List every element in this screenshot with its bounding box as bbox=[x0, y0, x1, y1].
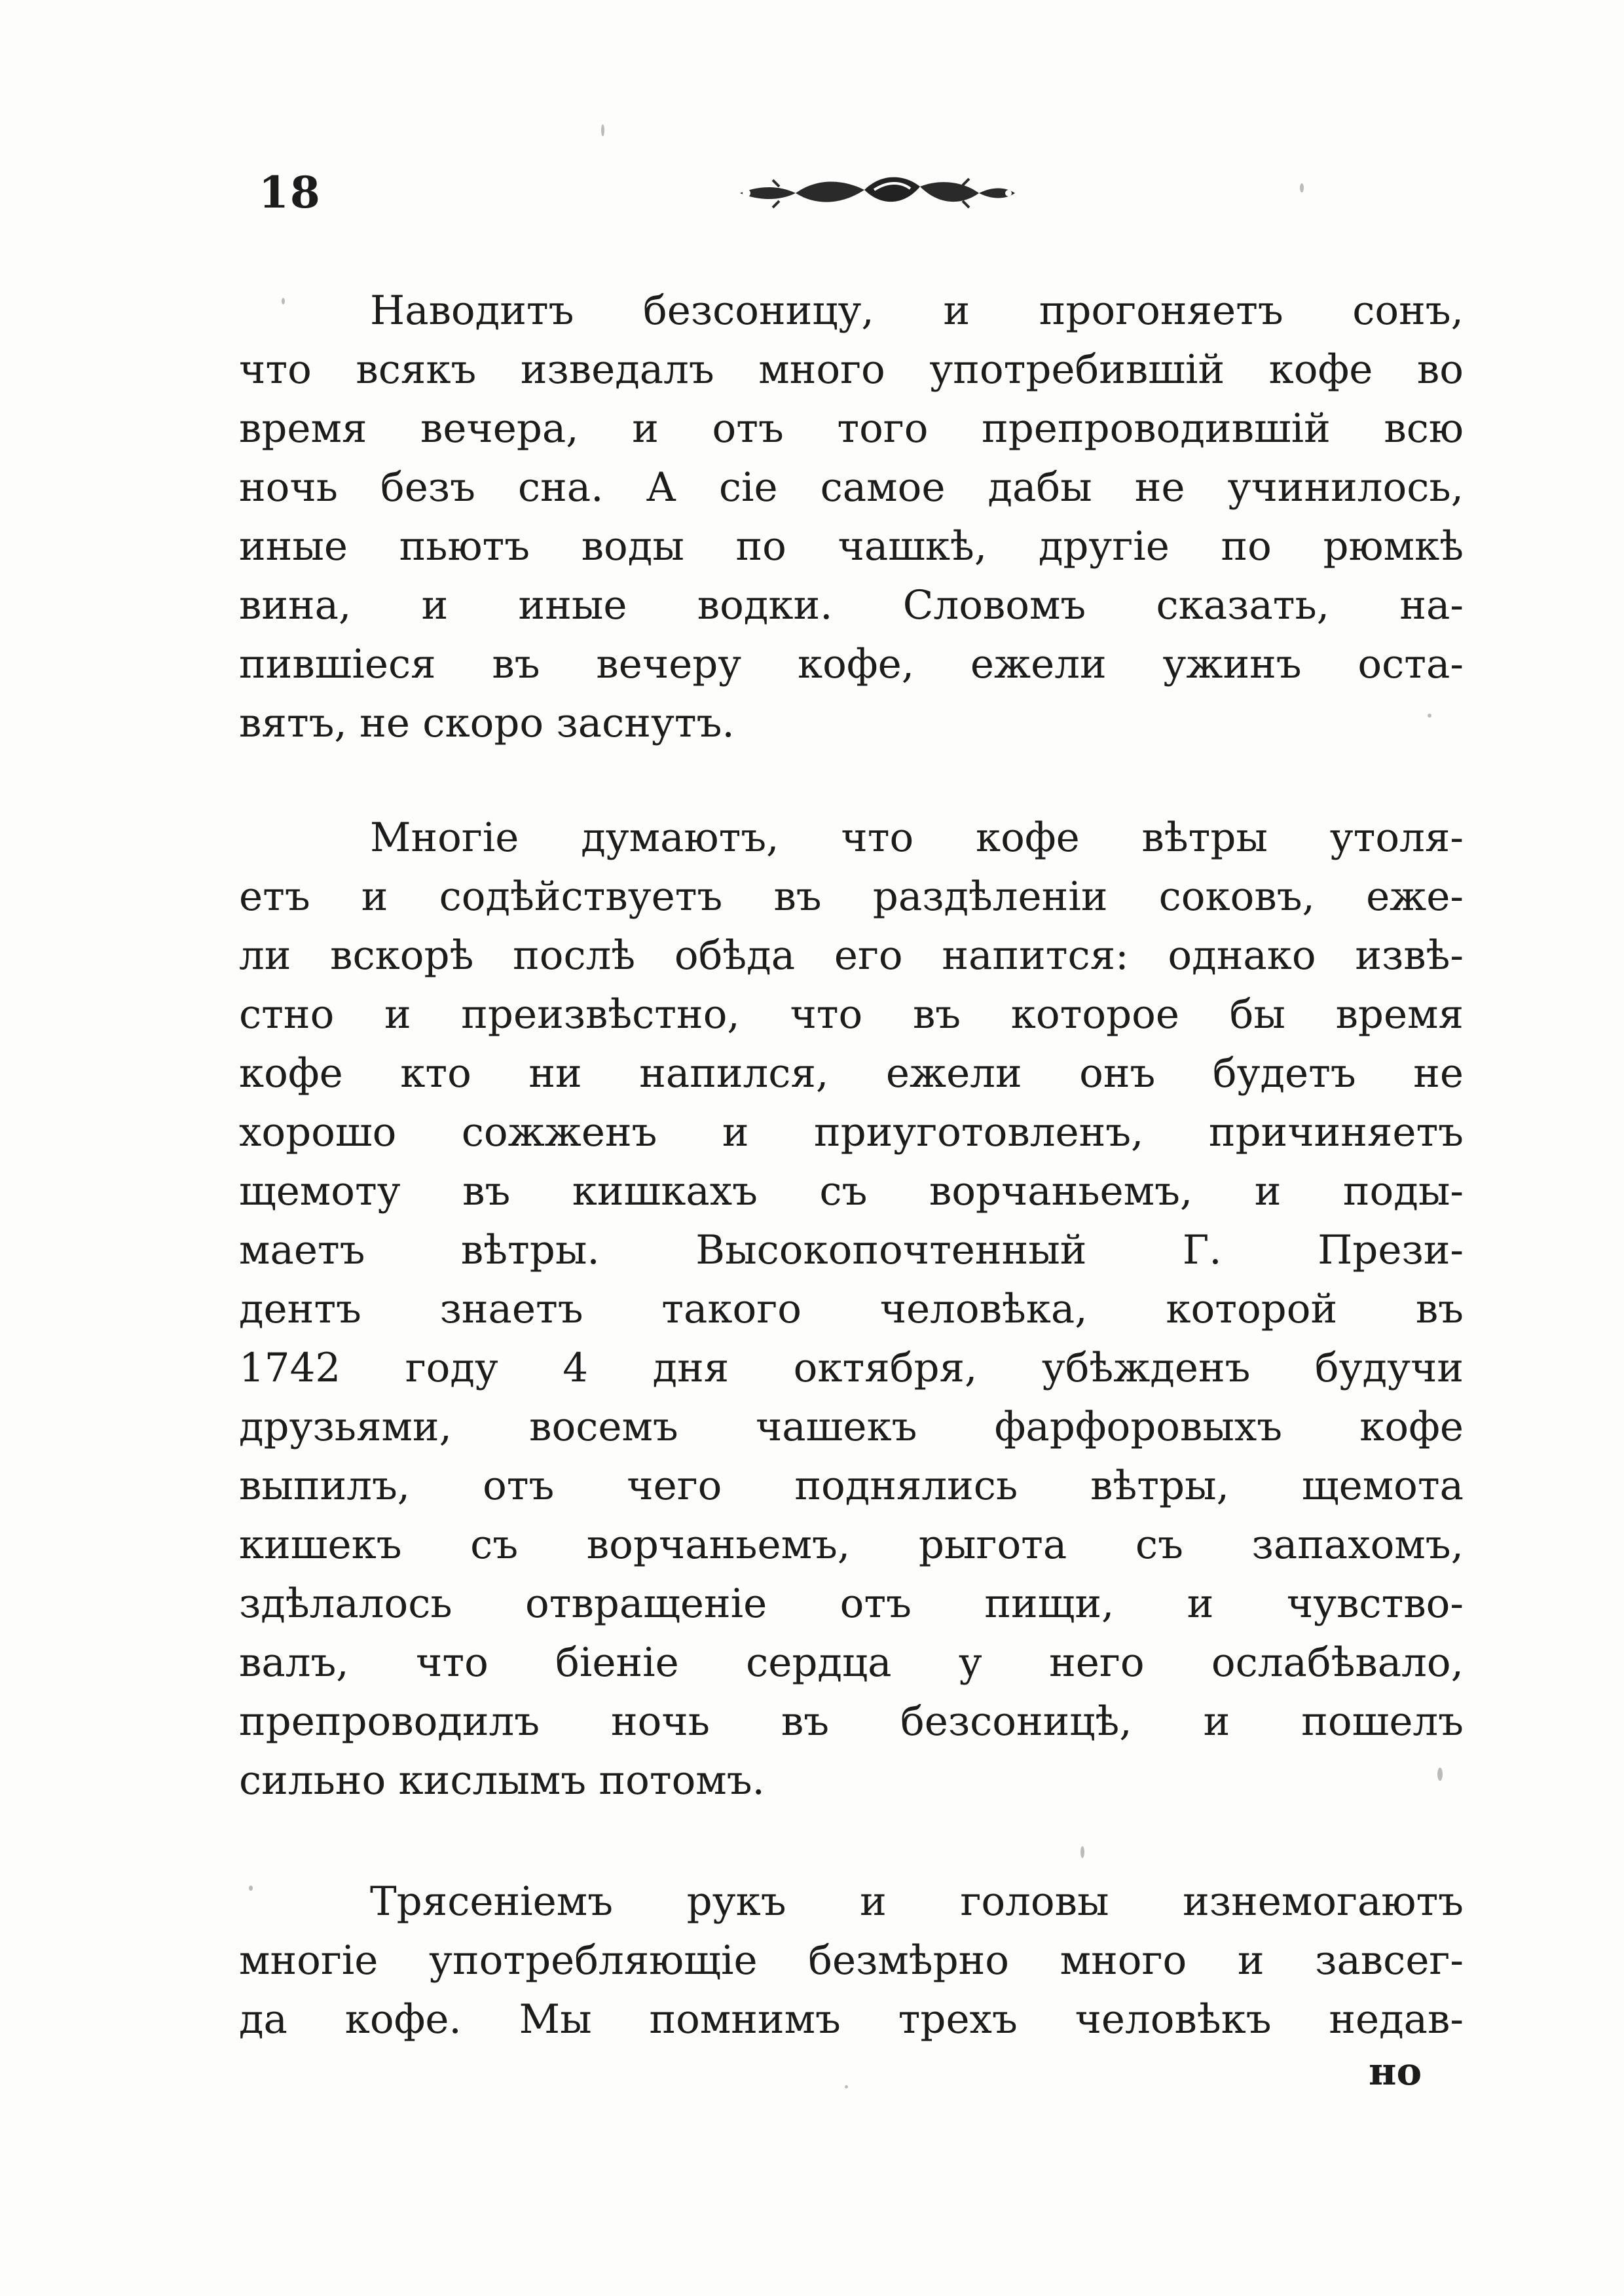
print-speck bbox=[845, 2085, 848, 2088]
text-line: стно и преизвѣстно, что въ которое бы время bbox=[239, 991, 1464, 1038]
text-line: что всякъ изведалъ много употребившій кофе во bbox=[239, 346, 1464, 393]
paragraph-1 bbox=[239, 282, 1464, 753]
text-line: кофе кто ни напился, ежели онъ будетъ не bbox=[239, 1050, 1464, 1097]
print-speck bbox=[249, 1886, 253, 1891]
text-line: пившіеся въ вечеру кофе, ежели ужинъ оста- bbox=[239, 641, 1464, 687]
text-line: время вечера, и отъ того препроводившій всю bbox=[239, 405, 1464, 452]
text-line: щемоту въ кишкахъ съ ворчаньемъ, и поды- bbox=[239, 1168, 1464, 1214]
text-line: кишекъ съ ворчаньемъ, рыгота съ запахомъ, bbox=[239, 1522, 1464, 1568]
text-line: вина, и иные водки. Словомъ сказать, на- bbox=[239, 582, 1464, 629]
text-line: иные пьютъ воды по чашкѣ, другіе по рюмкѣ bbox=[239, 523, 1464, 570]
paragraph-2 bbox=[239, 809, 1464, 1810]
text-line: хорошо сожженъ и приуготовленъ, причиняетъ bbox=[239, 1109, 1464, 1156]
header-ornament-icon bbox=[733, 167, 1022, 219]
print-speck bbox=[1080, 1846, 1084, 1858]
print-speck bbox=[601, 124, 604, 136]
print-speck bbox=[1428, 714, 1431, 718]
text-line: выпилъ, отъ чего поднялись вѣтры, щемота bbox=[239, 1463, 1464, 1509]
text-line: препроводилъ ночь въ безсоницѣ, и пошелъ bbox=[239, 1698, 1464, 1745]
text-line: валъ, что біеніе сердца у него ослабѣвало, bbox=[239, 1639, 1464, 1686]
text-line: сильно кислымъ потомъ. bbox=[239, 1757, 765, 1804]
text-line: ночь безъ сна. А сіе самое дабы не учинилось, bbox=[239, 464, 1464, 511]
text-line: дентъ знаетъ такого человѣка, которой въ bbox=[239, 1286, 1464, 1332]
text-line: ли вскорѣ послѣ обѣда его напится: однако извѣ- bbox=[239, 932, 1464, 979]
print-speck bbox=[1437, 1768, 1443, 1781]
page-number: 18 bbox=[259, 167, 322, 218]
text-line: маетъ вѣтры. Высокопочтенный Г. Прези- bbox=[239, 1227, 1464, 1273]
text-line: Наводитъ безсоницу, и прогоняетъ сонъ, bbox=[370, 287, 1464, 334]
text-line: вятъ, не скоро заснутъ. bbox=[239, 700, 735, 746]
text-line: многіе употребляющіе безмѣрно много и завсег- bbox=[239, 1937, 1464, 1984]
text-line: Многіе думаютъ, что кофе вѣтры утоля- bbox=[370, 814, 1464, 861]
print-speck bbox=[282, 298, 285, 304]
text-line: здѣлалось отвращеніе отъ пищи, и чувство- bbox=[239, 1580, 1464, 1627]
text-line: друзьями, восемъ чашекъ фарфоровыхъ кофе bbox=[239, 1404, 1464, 1450]
text-line: етъ и содѣйствуетъ въ раздѣленіи соковъ, еже- bbox=[239, 873, 1464, 920]
print-speck bbox=[1300, 183, 1304, 192]
paragraph-3 bbox=[239, 1872, 1464, 2049]
text-line: да кофе. Мы помнимъ трехъ человѣкъ недав- bbox=[239, 1996, 1464, 2043]
catchword: но bbox=[1369, 2049, 1422, 2094]
text-line: Трясеніемъ рукъ и головы изнемогаютъ bbox=[370, 1878, 1464, 1925]
text-line: 1742 году 4 дня октября, убѣжденъ будучи bbox=[239, 1345, 1464, 1391]
